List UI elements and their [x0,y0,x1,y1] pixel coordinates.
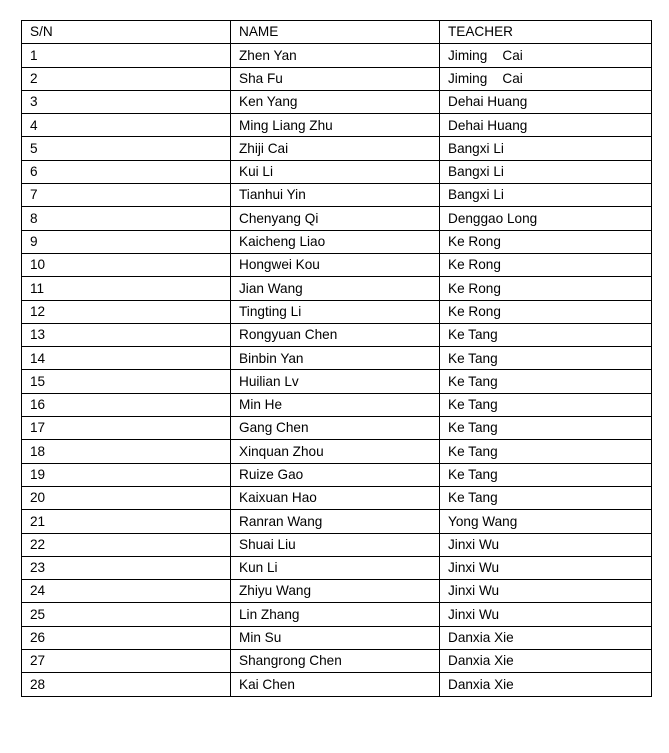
student-teacher-table [21,20,652,697]
sn-cell: 23 [22,556,231,579]
teacher-cell: Ke Tang [440,417,652,440]
sn-cell: 22 [22,533,231,556]
table-row [22,323,652,346]
name-cell: Kai Chen [231,673,440,696]
teacher-cell: Jinxi Wu [440,533,652,556]
teacher-cell: Danxia Xie [440,650,652,673]
name-cell: Binbin Yan [231,347,440,370]
table-row [22,90,652,113]
teacher-cell: Ke Rong [440,277,652,300]
table-row [22,347,652,370]
teacher-cell: Jinxi Wu [440,556,652,579]
sn-cell: 21 [22,510,231,533]
sn-cell: 10 [22,253,231,276]
header-sn: S/N [22,21,231,44]
teacher-cell: Danxia Xie [440,673,652,696]
name-cell: Sha Fu [231,67,440,90]
teacher-cell: Danxia Xie [440,626,652,649]
name-cell: Gang Chen [231,417,440,440]
sn-cell: 15 [22,370,231,393]
table-body [22,44,652,696]
teacher-cell: Jiming Cai [440,44,652,67]
sn-cell: 2 [22,67,231,90]
name-cell: Kun Li [231,556,440,579]
teacher-cell: Ke Tang [440,347,652,370]
teacher-cell: Jiming Cai [440,67,652,90]
sn-cell: 5 [22,137,231,160]
teacher-cell: Bangxi Li [440,137,652,160]
teacher-cell: Bangxi Li [440,184,652,207]
table-row [22,603,652,626]
table-row [22,230,652,253]
sn-cell: 7 [22,184,231,207]
table-row [22,67,652,90]
table-row [22,463,652,486]
table-row [22,417,652,440]
table-row [22,300,652,323]
table-row [22,650,652,673]
table-row [22,253,652,276]
sn-cell: 27 [22,650,231,673]
sn-cell: 14 [22,347,231,370]
sn-cell: 28 [22,673,231,696]
sn-cell: 19 [22,463,231,486]
teacher-cell: Yong Wang [440,510,652,533]
teacher-cell: Ke Rong [440,300,652,323]
sn-cell: 11 [22,277,231,300]
sn-cell: 25 [22,603,231,626]
name-cell: Rongyuan Chen [231,323,440,346]
teacher-cell: Jinxi Wu [440,603,652,626]
name-cell: Tianhui Yin [231,184,440,207]
sn-cell: 6 [22,160,231,183]
name-cell: Kaicheng Liao [231,230,440,253]
teacher-cell: Jinxi Wu [440,580,652,603]
table-row [22,486,652,509]
name-cell: Chenyang Qi [231,207,440,230]
name-cell: Zhiji Cai [231,137,440,160]
name-cell: Zhiyu Wang [231,580,440,603]
name-cell: Ming Liang Zhu [231,114,440,137]
table-row [22,440,652,463]
name-cell: Lin Zhang [231,603,440,626]
sn-cell: 16 [22,393,231,416]
teacher-cell: Ke Tang [440,323,652,346]
sn-cell: 20 [22,486,231,509]
header-teacher: TEACHER [440,21,652,44]
sn-cell: 12 [22,300,231,323]
name-cell: Ranran Wang [231,510,440,533]
sn-cell: 24 [22,580,231,603]
sn-cell: 9 [22,230,231,253]
sn-cell: 18 [22,440,231,463]
table-row [22,277,652,300]
name-cell: Shuai Liu [231,533,440,556]
table-row [22,137,652,160]
table-row [22,556,652,579]
name-cell: Kui Li [231,160,440,183]
table-row [22,44,652,67]
table-row [22,533,652,556]
teacher-cell: Dehai Huang [440,90,652,113]
name-cell: Ken Yang [231,90,440,113]
teacher-cell: Ke Tang [440,370,652,393]
name-cell: Shangrong Chen [231,650,440,673]
name-cell: Jian Wang [231,277,440,300]
name-cell: Hongwei Kou [231,253,440,276]
table-row [22,160,652,183]
table-row [22,510,652,533]
name-cell: Zhen Yan [231,44,440,67]
teacher-cell: Ke Tang [440,440,652,463]
table-row [22,207,652,230]
name-cell: Min He [231,393,440,416]
table-row [22,184,652,207]
name-cell: Tingting Li [231,300,440,323]
sn-cell: 8 [22,207,231,230]
table-row [22,673,652,696]
teacher-cell: Ke Tang [440,486,652,509]
table-row [22,370,652,393]
table-row [22,393,652,416]
sn-cell: 26 [22,626,231,649]
name-cell: Huilian Lv [231,370,440,393]
sn-cell: 3 [22,90,231,113]
teacher-cell: Denggao Long [440,207,652,230]
teacher-cell: Ke Rong [440,230,652,253]
sn-cell: 13 [22,323,231,346]
sn-cell: 4 [22,114,231,137]
teacher-cell: Ke Rong [440,253,652,276]
teacher-cell: Dehai Huang [440,114,652,137]
name-cell: Min Su [231,626,440,649]
sn-cell: 17 [22,417,231,440]
sn-cell: 1 [22,44,231,67]
table-row [22,114,652,137]
table-header-row [22,21,652,44]
teacher-cell: Bangxi Li [440,160,652,183]
name-cell: Kaixuan Hao [231,486,440,509]
name-cell: Ruize Gao [231,463,440,486]
name-cell: Xinquan Zhou [231,440,440,463]
table-row [22,580,652,603]
teacher-cell: Ke Tang [440,463,652,486]
teacher-cell: Ke Tang [440,393,652,416]
table-row [22,626,652,649]
header-name: NAME [231,21,440,44]
